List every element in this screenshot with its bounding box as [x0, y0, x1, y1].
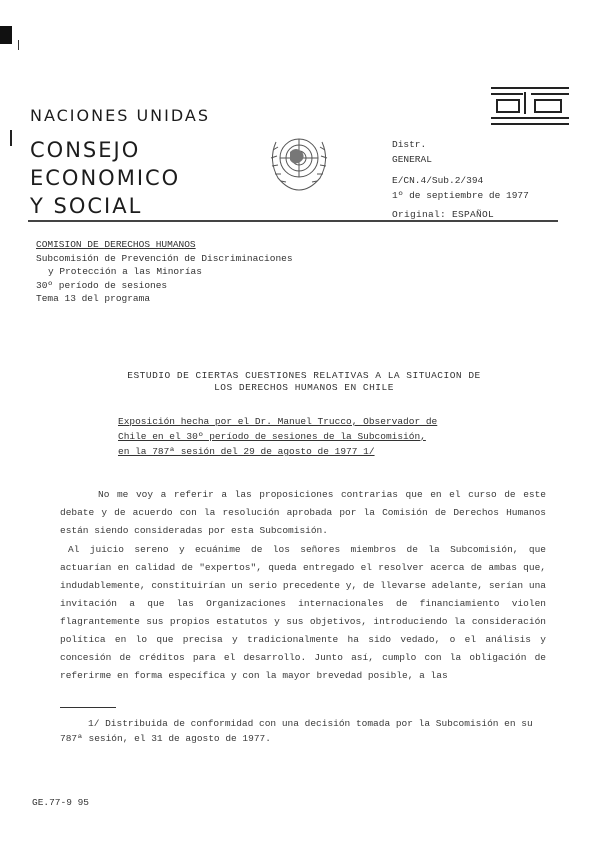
scan-mark: [0, 26, 12, 44]
footnote: 1/ Distribuida de conformidad con una decisión tomada por la Subcomisión en su 787ª sesión, el 31 de agosto de 1977.: [60, 718, 533, 744]
distr-label: Distr.: [392, 139, 427, 150]
margin-tick: [18, 40, 19, 50]
document-title: [94, 370, 514, 394]
organization-name: NACIONES UNIDAS: [30, 106, 210, 125]
statement-heading: [118, 414, 458, 459]
subcommission-name: Subcomisión de Prevención de Discriminaciones: [36, 252, 293, 264]
margin-bar: [10, 130, 12, 146]
body-paragraph-1: No me voy a referir a las proposiciones contrarias que en el curso de este debate y de acuerdo con la resolución aprobada por la Comisión de Derechos Humanos están siendo consideradas por esta Subcomisión.: [60, 489, 546, 536]
distr-type: GENERAL: [392, 154, 432, 165]
body-text: [60, 486, 546, 685]
statement-line-2: Chile en el 30º período de sesiones de la Subcomisión,: [118, 431, 426, 442]
commission-name: COMISION DE DERECHOS HUMANOS: [36, 239, 196, 250]
distribution-block: [392, 137, 529, 222]
original-language: Original: ESPAÑOL: [392, 209, 495, 220]
title-line-1: ESTUDIO DE CIERTAS CUESTIONES RELATIVAS A LA SITUACION DE: [127, 370, 481, 381]
subcommission-name-cont: y Protección a las Minorías: [48, 266, 202, 277]
statement-line-3: en la 787ª sesión del 29 de agosto de 1977 1/: [118, 446, 375, 457]
document-symbol: E/CN.4/Sub.2/394: [392, 175, 484, 186]
footnote-divider: [60, 707, 116, 708]
council-line-2: ECONOMICO: [30, 166, 181, 190]
council-line-1: CONSEJO: [30, 138, 141, 162]
header-divider: [28, 220, 558, 222]
title-line-2: LOS DERECHOS HUMANOS EN CHILE: [214, 382, 394, 393]
body-paragraph-2: Al juicio sereno y ecuánime de los señores miembros de la Subcomisión, que actuarían en calidad de "expertos", queda entregado el resolver acerca de ambas que, indudablemente, constituirían un serio precedente y, de llevarse adelante, serían una invitación a que las Organizaciones internacionales de financiamiento violen flagrantemente sus propios estatutos y sus objetivos, introduciendo la consideración política en lo que precisa y tradicionalmente ha sido vedado, o el análisis y concesión de créditos para el desarrollo. Junto así, cumplo con la obligación de referirme en forma específica y con la mayor brevedad posible, a las: [60, 544, 546, 681]
commission-block: [36, 238, 293, 306]
council-line-3: Y SOCIAL: [30, 194, 143, 218]
document-date: 1º de septiembre de 1977: [392, 190, 529, 201]
session-number: 30º período de sesiones: [36, 279, 168, 291]
language-logo-icon: [489, 84, 571, 128]
document-number: GE.77-9 95: [32, 797, 90, 808]
statement-line-1: Exposición hecha por el Dr. Manuel Trucco, Observador de: [118, 416, 438, 427]
council-name: [30, 136, 180, 220]
un-emblem-icon: [262, 128, 336, 194]
agenda-item: Tema 13 del programa: [36, 293, 151, 304]
